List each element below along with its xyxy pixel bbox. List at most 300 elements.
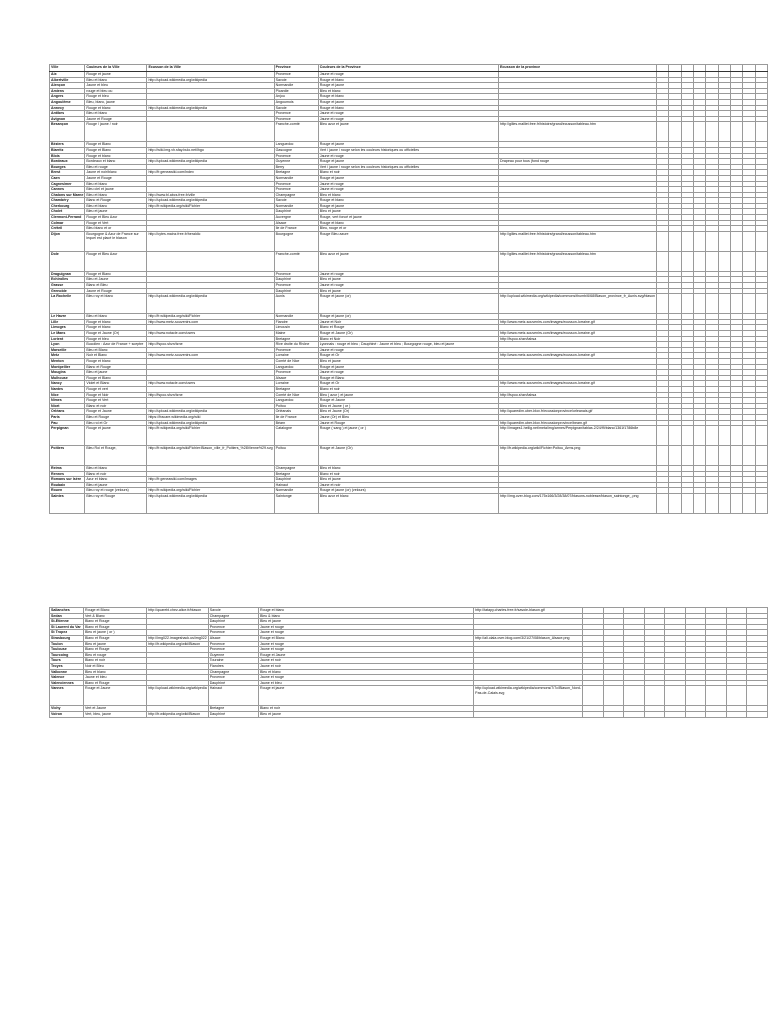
cell-province: Provence	[208, 675, 258, 681]
cell-ville: Lille	[50, 319, 85, 325]
cell-couleurs-province: Rouge et jaune	[318, 83, 498, 89]
cell-couleurs-ville: Rouge et jaune	[85, 426, 147, 446]
cell-ecusson-province	[474, 711, 583, 717]
cell-couleurs-ville: Bleu Roi et Rouge,	[85, 446, 147, 466]
header-ville: Ville	[50, 65, 85, 72]
cell-couleurs-province: Jaune et rouge	[318, 72, 498, 78]
cell-ville: Annecy	[50, 105, 85, 111]
empty-cell	[706, 65, 718, 72]
cell-couleurs-province: Jaune et Rouge	[318, 420, 498, 426]
cell-couleurs-province: Jaune et noir	[258, 663, 473, 669]
cell-couleurs-ville: Bleu ciel et jaune	[85, 187, 147, 193]
empty-cell	[706, 494, 718, 514]
table-row	[50, 251, 768, 271]
cell-couleurs-province: Bleu et jaune	[318, 209, 498, 215]
cell-ville: Alençon	[50, 83, 85, 89]
empty-cell	[755, 446, 767, 466]
empty-cell	[706, 231, 718, 251]
cell-couleurs-province: Bleu et Jaune ( or )	[318, 403, 498, 409]
empty-cell	[681, 65, 693, 72]
cell-province: Languedoc	[274, 398, 318, 404]
cell-province: Normandie	[274, 83, 318, 89]
cell-couleurs-ville: Rouge et blanc	[85, 358, 147, 364]
empty-cell	[603, 686, 624, 706]
cell-ville: Perpignan	[50, 426, 85, 446]
cell-province: Savoie	[208, 608, 258, 614]
cell-couleurs-ville: Bourgogne & Azur de France sur lequel est placé le blason	[85, 231, 147, 251]
cell-ville: Troyes	[50, 663, 84, 669]
cell-province: Rive droite du Rhône	[274, 342, 318, 348]
cell-ville: Orléans	[50, 409, 85, 415]
cell-ville: Metz	[50, 353, 85, 359]
cell-ville: Echirolles	[50, 277, 85, 283]
cell-couleurs-province: Rouge et jaune	[318, 175, 498, 181]
cell-ville: Dole	[50, 251, 85, 271]
cell-ville: La Rochelle	[50, 294, 85, 314]
empty-cell	[603, 711, 624, 717]
empty-cell	[730, 231, 742, 251]
cell-province: Franche-comté	[274, 122, 318, 142]
cell-ville: Besançon	[50, 122, 85, 142]
cell-couleurs-ville: Rouge et Noir	[85, 392, 147, 398]
cell-ville: Tours	[50, 658, 84, 664]
cell-couleurs-ville: Rouge et Bleu Azur	[85, 251, 147, 271]
cell-ville: Cagnes/mer	[50, 181, 85, 187]
cell-couleurs-province: Bleu ( azur ) et jaune	[318, 392, 498, 398]
cell-couleurs-province: Jaune et rouge	[318, 283, 498, 289]
cell-ecusson-ville: http://img022.imageshack.us/img022	[148, 635, 207, 640]
cell-couleurs-ville: Rouge et Blanc	[83, 608, 146, 614]
cell-ville: Dijon	[50, 231, 85, 251]
cell-ecusson-ville: https://fracare.wikimedia.org/wiki	[147, 414, 274, 420]
cell-couleurs-ville: Rouge et Vert	[85, 398, 147, 404]
cell-ville: Angoulême	[50, 99, 85, 105]
empty-cell	[657, 65, 669, 72]
cell-couleurs-province: Bleu azur et blanc	[318, 494, 498, 514]
cell-couleurs-province: Bleu et jaune	[318, 288, 498, 294]
cell-couleurs-province: Rouge et blanc	[318, 94, 498, 100]
cell-ville: Mougins	[50, 370, 85, 376]
cell-ecusson-ville: http://quarebl.chez-alice.fr/blason	[147, 608, 209, 614]
cell-province: Anjou	[274, 94, 318, 100]
cell-ville: Saintes	[50, 494, 85, 514]
cell-province: Orléanais	[274, 409, 318, 415]
cell-couleurs-ville: Rouge et Blanc	[85, 375, 147, 381]
cell-couleurs-ville: Jaune et Rouge	[85, 175, 147, 181]
cell-ville: Albertville	[50, 77, 85, 83]
cell-ville: Lyon	[50, 342, 85, 348]
cell-couleurs-ville: Blanc et Rouge	[83, 647, 146, 653]
cell-ecusson-province: http://tatapy.charles.free.fr/savoie-blason.gif	[474, 608, 583, 614]
cell-province: Dauphiné	[274, 277, 318, 283]
empty-cell	[743, 231, 755, 251]
cell-province: Hainaut	[208, 686, 258, 706]
cell-province: Bretagne	[274, 170, 318, 176]
empty-cell	[730, 494, 742, 514]
cell-couleurs-province: Bleu et blanc	[258, 669, 473, 675]
cell-ecusson-ville: http://upload.wikimedia.org/wikipedia	[147, 159, 274, 165]
cell-province: Provence	[208, 641, 258, 647]
cell-couleurs-province: Jaune et rouge	[318, 271, 498, 277]
cell-province: Provence	[274, 111, 318, 117]
cell-couleurs-province: Rouge et Or	[318, 353, 498, 359]
cell-ecusson-ville: http://fr.wikipedia.org/wiki/Fichier	[147, 314, 274, 320]
cell-province: Bretagne	[274, 336, 318, 342]
cell-province: Picardie	[274, 88, 318, 94]
cell-couleurs-ville: Bleu et blanc	[85, 111, 147, 117]
cell-province: Dauphiné	[274, 477, 318, 483]
cell-couleurs-province: Rouge et jaune	[318, 203, 498, 209]
cell-couleurs-ville: Bleu et Jaune	[85, 277, 147, 283]
empty-cell	[730, 251, 742, 271]
cell-ecusson-province: http://www.metz-souvenirs.com/images/ecusson-lorraine.gif	[499, 353, 657, 359]
cell-ecusson-ville: http://upload.wikimedia.org/wikipedia	[147, 686, 209, 706]
cell-ecusson-ville: http://fr.wikipedia.org/wiki/Blason	[147, 641, 209, 647]
cell-province: Guyenne	[274, 159, 318, 165]
cell-ville: Menton	[50, 358, 85, 364]
empty-cell	[755, 65, 767, 72]
cell-couleurs-province: Jaune et rouge	[318, 111, 498, 117]
cell-province: Flandres	[208, 663, 258, 669]
cell-ville: Bourges	[50, 164, 85, 170]
empty-cell	[730, 65, 742, 72]
cell-couleurs-ville: Rouge et Jaune	[83, 686, 146, 706]
cell-couleurs-province: Vert / jaune / rouge selon les couleurs historiques ou officielles	[318, 147, 498, 153]
cell-ville: Antibes	[50, 111, 85, 117]
cell-couleurs-ville: Bleu et blanc	[85, 314, 147, 320]
empty-cell	[706, 251, 718, 271]
cell-province: Provence	[274, 153, 318, 159]
empty-cell	[669, 231, 681, 251]
cell-couleurs-ville: Bleu et jaune	[85, 482, 147, 488]
cell-couleurs-ville: Blanc et noir	[85, 403, 147, 409]
empty-cell	[743, 65, 755, 72]
cell-province: Provence	[274, 271, 318, 277]
empty-cell	[624, 686, 645, 706]
cell-couleurs-province: Rouge et Blanc	[318, 375, 498, 381]
cell-couleurs-province: Jaune et rouge	[258, 647, 473, 653]
cell-ecusson-ville: http://fr.wikipedia.org/wiki/Fichier	[147, 426, 274, 446]
cell-couleurs-ville: Azur et blanc	[85, 477, 147, 483]
empty-cell	[669, 294, 681, 314]
cell-province: Comté de Nice	[274, 392, 318, 398]
cell-ecusson-ville: http://upload.wikimedia.org/wikipedia	[147, 77, 274, 83]
cell-ville: Sedan	[50, 613, 84, 619]
empty-cell	[681, 251, 693, 271]
cell-ville: Reims	[50, 466, 85, 472]
empty-cell	[706, 446, 718, 466]
cell-province: Provence	[274, 370, 318, 376]
cell-couleurs-province: Bleu & blanc	[258, 613, 473, 619]
empty-cell	[693, 122, 705, 142]
cell-ville: Grasse	[50, 283, 85, 289]
cell-ecusson-province: http://upload.wikimedia.org/wikipedia/commons/thumb/6/68/Blason_province_fr_Aunis.svg/blason	[499, 294, 657, 314]
cell-ecusson-ville: http://upload.wikimedia.org/wikipedia	[147, 294, 274, 314]
cell-couleurs-ville: Bordeaux et blanc	[85, 159, 147, 165]
cell-ville: Lorient	[50, 336, 85, 342]
cell-ville: Chalons sur Marne	[51, 192, 84, 197]
cell-couleurs-province: Rouge et jaune	[318, 159, 498, 165]
empty-cell	[718, 251, 730, 271]
cell-couleurs-ville: Noir et Blanc	[85, 353, 147, 359]
cell-ecusson-ville: http://fr.geneawiki.com/index	[147, 170, 274, 176]
cell-ecusson-ville: http://upload.wikimedia.org/wikipedia	[147, 105, 274, 111]
cell-ecusson-ville: http://fspoo.shzn/tzne	[147, 392, 274, 398]
cell-province: Guyenne	[208, 652, 258, 658]
cell-ecusson-province: http://gilles.maillet.free.fr/histoire/grand/ecusson/tableau.htm	[499, 251, 657, 271]
cell-couleurs-province: Jaune et rouge	[318, 187, 498, 193]
cell-ecusson-ville: http://upload.wikimedia.org/wikipedia	[147, 494, 274, 514]
empty-cell	[718, 446, 730, 466]
cell-ecusson-province: http://gilles.maillet.free.fr/histoire/grand/ecusson/tableau.htm	[499, 122, 657, 142]
cell-couleurs-ville: Bleu et blanc	[85, 181, 147, 187]
cell-ville: Cannes	[50, 187, 85, 193]
empty-cell	[681, 426, 693, 446]
empty-cell	[743, 446, 755, 466]
empty-cell	[755, 294, 767, 314]
cell-ville: Nancy	[50, 381, 85, 387]
cell-ville: Romans sur Isère	[50, 477, 85, 483]
empty-cell	[706, 122, 718, 142]
cell-couleurs-province: Lyonnais : rouge et bleu ; Dauphiné : Jaune et bleu ; Bourgogne rouge, bleu et jaune	[318, 342, 498, 348]
cell-province: Provence	[208, 624, 258, 630]
cell-ecusson-province: http://fspoo.shzn/tabsa	[499, 336, 657, 342]
empty-cell	[718, 65, 730, 72]
cell-couleurs-ville: Blanc et Rouge	[85, 364, 147, 370]
cell-province: Provence	[208, 647, 258, 653]
empty-cell	[644, 686, 665, 706]
empty-cell	[669, 446, 681, 466]
empty-cell	[681, 294, 693, 314]
cell-couleurs-ville: Jaune et Rouge	[85, 116, 147, 122]
cell-province: Alsace	[274, 375, 318, 381]
cell-province: Bretagne	[208, 706, 258, 712]
cell-province: Normandie	[274, 203, 318, 209]
empty-cell	[685, 711, 706, 717]
table-row	[50, 446, 768, 466]
cell-ecusson-ville: http://upload.wikimedia.org/wikipedia	[147, 198, 274, 204]
cell-ville: Grenoble	[50, 288, 85, 294]
cell-ville: Tourcoing	[50, 652, 84, 658]
cell-couleurs-province: Rouge et Blanc	[258, 635, 473, 641]
cell-ecusson-province: http://fr.wikipedia.org/wiki/Fichier:Poitou_Arms.png	[499, 446, 657, 466]
cell-couleurs-province: Blanc et noir	[318, 170, 498, 176]
cell-province: Normandie	[274, 488, 318, 494]
cell-couleurs-ville: Blanc et noir	[85, 471, 147, 477]
cell-province: Champagne	[208, 613, 258, 619]
cell-ecusson-province: http://quaredim.uber-blox.fr/ecussionprovince/orleanais.gif	[499, 409, 657, 415]
header-ecusson-province: Ecusson de la province	[499, 65, 657, 72]
cell-ecusson-ville: http://fr.geneawiki.com/images	[147, 477, 274, 483]
empty-cell	[706, 426, 718, 446]
cell-ville: Limoges	[50, 325, 85, 331]
cell-province: Savoie	[274, 198, 318, 204]
cell-province: Dauphiné	[274, 209, 318, 215]
cell-couleurs-province: Jaune et rouge	[318, 370, 498, 376]
cell-couleurs-ville: Rouge et Vert	[85, 220, 147, 226]
cell-province: Languedoc	[274, 364, 318, 370]
cell-couleurs-province: Rouge et Jaune	[318, 398, 498, 404]
cell-province: Savoie	[274, 77, 318, 83]
cell-province: Saintonge	[274, 494, 318, 514]
empty-cell	[669, 65, 681, 72]
cell-couleurs-ville: Rouge et bleu	[85, 336, 147, 342]
cell-couleurs-ville: Bleu et rouge	[83, 652, 146, 658]
cell-couleurs-ville: Bleu et blanc	[83, 669, 146, 675]
cell-ville: Avignon	[50, 116, 85, 122]
cell-ecusson-province: http://www.metz-souvenirs.com/images/ecusson-lorraine.gif	[499, 381, 657, 387]
empty-cell	[583, 711, 604, 717]
empty-cell	[755, 231, 767, 251]
cell-ville: Le Havre	[50, 314, 85, 320]
cell-province: Maine	[274, 331, 318, 337]
cell-ville: St Tropez	[50, 630, 84, 636]
cell-couleurs-province: Bleu et jaune	[258, 711, 473, 717]
cell-province: Ile de France	[274, 414, 318, 420]
cell-province: Touraine	[208, 658, 258, 664]
empty-cell	[665, 711, 686, 717]
empty-cell	[657, 231, 669, 251]
empty-cell	[718, 231, 730, 251]
empty-cell	[669, 426, 681, 446]
cell-ville: Chambéry	[50, 198, 85, 204]
cell-couleurs-ville: Jaune et bleu	[85, 83, 147, 89]
empty-cell	[669, 251, 681, 271]
cell-couleurs-ville: Bleu roi et Or	[85, 420, 147, 426]
cell-ville: Brest	[50, 170, 85, 176]
cell-ville: Toulon	[50, 641, 84, 647]
cell-couleurs-province: Rouge et jaune	[318, 364, 498, 370]
table-row	[50, 426, 768, 446]
cell-couleurs-ville: Jaune et bleu	[83, 675, 146, 681]
cell-couleurs-province: Jaune et bleu	[258, 680, 473, 686]
cell-ville: Roubaix	[50, 482, 85, 488]
cell-province: Provence	[274, 283, 318, 289]
cell-couleurs-ville: Rouge et Blanc	[85, 147, 147, 153]
cell-ville: Nîmes	[50, 398, 85, 404]
cell-couleurs-ville: Bleu roy et blanc	[85, 294, 147, 314]
cell-couleurs-ville: Violet et Blanc	[85, 381, 147, 387]
cell-couleurs-province: Jaune et rouge	[258, 675, 473, 681]
empty-cell	[657, 426, 669, 446]
cell-couleurs-province: Rouge et blanc	[318, 77, 498, 83]
cell-ville: Montpellier	[50, 364, 85, 370]
cell-ecusson-ville: http://fr.wikipedia.org/wiki/Fichier:Blason_ville_fr_Poitiers_%28Vienne%29.svg	[147, 446, 274, 466]
cell-province: Champagne	[274, 192, 318, 198]
cell-couleurs-province: Jaune et noir	[318, 482, 498, 488]
cell-province: Provence	[274, 72, 318, 78]
cell-couleurs-province: Bleu azur et jaune	[318, 251, 498, 271]
cell-ville: Angers	[50, 94, 85, 100]
cell-ecusson-ville: http://cytes.mainz.free.fr/heraldic	[147, 231, 274, 251]
cell-province: Alsace	[208, 635, 258, 641]
cell-province: Auvergne	[274, 215, 318, 221]
empty-cell	[669, 494, 681, 514]
cell-ville: Blois	[50, 153, 85, 159]
empty-cell	[743, 294, 755, 314]
cell-ville: Rennes	[50, 471, 85, 477]
cell-couleurs-ville: Bleu roy et rouge (velours)	[85, 488, 147, 494]
cell-couleurs-province: Bleu azur et jaune	[318, 122, 498, 142]
cell-province: Poitou	[274, 403, 318, 409]
cell-couleurs-province: Rouge ( sang ) et jaune ( or )	[318, 426, 498, 446]
cell-couleurs-ville: Jaune et Rouge	[85, 288, 147, 294]
header-couleurs-ville: Couleurs de la Ville	[85, 65, 147, 72]
cell-ville: Valbonne	[50, 669, 84, 675]
cell-ecusson-ville: http://upload.wikimedia.org/wikipedia	[147, 409, 274, 415]
cell-couleurs-province: Jaune et rouge	[318, 153, 498, 159]
empty-cell	[693, 65, 705, 72]
cell-couleurs-ville: Bleu et blanc	[85, 77, 147, 83]
cell-ville: Caen	[50, 175, 85, 181]
empty-cell	[730, 426, 742, 446]
cell-province: Dauphiné	[274, 288, 318, 294]
cell-ville: Aix	[50, 72, 85, 78]
cell-couleurs-province: Rouge et Jaune (Or)	[318, 446, 498, 466]
cell-province: Savoie	[274, 105, 318, 111]
empty-cell	[693, 446, 705, 466]
cell-ecusson-province: http://www.metz-souvenirs.com/images/ecusson-lorraine.gif	[499, 319, 657, 325]
empty-cell	[681, 446, 693, 466]
cell-couleurs-province: Jaune et rouge	[318, 181, 498, 187]
cell-couleurs-province: Rouge et blanc	[318, 220, 498, 226]
cell-province: Champagne	[274, 466, 318, 472]
empty-cell	[665, 686, 686, 706]
cell-province: Berry	[274, 164, 318, 170]
empty-cell	[693, 231, 705, 251]
empty-cell	[726, 711, 747, 717]
cell-province: Provence	[274, 187, 318, 193]
cell-couleurs-ville: Rouge et Jaune	[85, 409, 147, 415]
empty-cell	[657, 294, 669, 314]
cell-couleurs-province: Bleu et blanc	[318, 192, 498, 198]
cell-couleurs-ville: Bleu et blanc	[85, 192, 147, 198]
cell-couleurs-ville: Rouge et Jaune (Or)	[85, 331, 147, 337]
cell-province: Franche-comté	[274, 251, 318, 271]
cell-couleurs-ville: Rouge / jaune / noir	[85, 122, 147, 142]
cell-couleurs-ville: Bleu et jaune	[85, 370, 147, 376]
cell-province: Alsace	[274, 220, 318, 226]
cell-province: Limousin	[274, 325, 318, 331]
cell-couleurs-ville: Bleu et jaune	[85, 209, 147, 215]
empty-cell	[657, 446, 669, 466]
cell-ville: Poitiers	[50, 446, 85, 466]
empty-cell	[657, 122, 669, 142]
empty-cell	[755, 251, 767, 271]
cell-couleurs-province: Bleu et jaune	[318, 277, 498, 283]
empty-cell	[743, 494, 755, 514]
empty-cell	[718, 294, 730, 314]
cell-couleurs-ville: Bleu et Rouge	[85, 414, 147, 420]
cell-province: Bretagne	[274, 386, 318, 392]
cell-couleurs-province: Bleu, rouge et or	[318, 226, 498, 232]
cell-province: Béarn	[274, 420, 318, 426]
table-row	[50, 122, 768, 142]
cell-ville: Pau	[50, 420, 85, 426]
cell-ecusson-ville: http://www.bl.abcs.free.fr/ville	[147, 192, 274, 198]
cell-ville: Niort	[50, 403, 85, 409]
empty-cell	[693, 251, 705, 271]
table-row	[50, 294, 768, 314]
cell-couleurs-province: Jaune et noir	[258, 658, 473, 664]
cell-ecusson-ville: http://wiki.img.vh.sfay.bulo.net/lhgo	[147, 147, 274, 153]
cell-ecusson-ville: http://fr.wikipedia.org/wiki/Blason	[147, 711, 209, 717]
empty-cell	[669, 122, 681, 142]
cell-couleurs-ville: Noir et Bleu	[83, 663, 146, 669]
cell-couleurs-ville: Rouge et vert	[85, 386, 147, 392]
cell-couleurs-ville: Bleu, blanc, jaune	[85, 99, 147, 105]
cell-province: Languedoc	[274, 142, 318, 148]
